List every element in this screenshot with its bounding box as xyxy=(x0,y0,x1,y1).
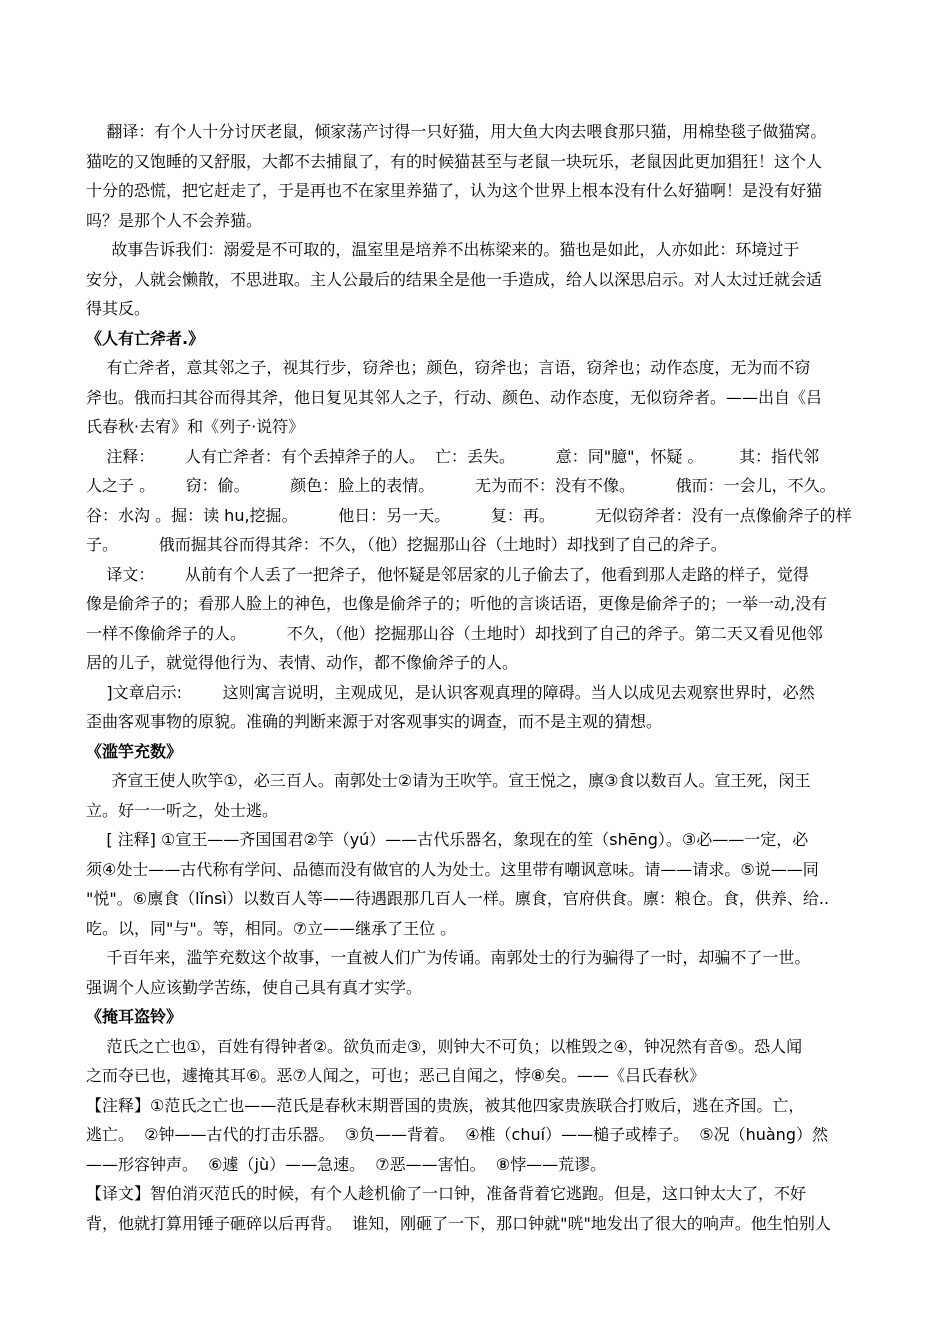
text-line: [ 注释] ①宣王——齐国国君②竽（yú）——古代乐器名，象现在的笙（shēng）。③必——一定，必 xyxy=(86,830,809,849)
text-line: 齐宣王使人吹竽①，必三百人。南郭处士②请为王吹竽。宣王悦之，廪③食以数百人。宣王死，闵王 xyxy=(86,771,811,790)
text-line: 猫吃的又饱睡的又舒服，大都不去捕鼠了，有的时候猫甚至与老鼠一块玩乐，老鼠因此更加猖狂！这个人 xyxy=(86,151,823,171)
text-line: 须④处士——古代称有学问、品德而没有做官的人为处士。这里带有嘲讽意味。请——请求。⑤说——同 xyxy=(86,859,819,879)
section-heading: 《掩耳盗铃》 xyxy=(86,1007,183,1026)
text-line: 斧也。俄而扫其谷而得其斧，他日复见其邻人之子，行动、颜色、动作态度，无似窃斧者。——出自《吕 xyxy=(86,387,823,407)
text-line: 人之子 。 窃：偷。 颜色：脸上的表情。 无为而不：没有不像。 俄而：一会儿，不久。 xyxy=(86,476,836,495)
text-line: 有亡斧者，意其邻之子，视其行步，窃斧也；颜色，窃斧也；言语，窃斧也；动作态度，无为而不窃 xyxy=(86,358,811,377)
text-line: 【译文】智伯消灭范氏的时候，有个人趁机偷了一口钟，准备背着它逃跑。但是，这口钟太大了，不好 xyxy=(86,1184,807,1203)
text-line: 千百年来，滥竽充数这个故事，一直被人们广为传诵。南郭处士的行为骗得了一时，却骗不了一世。 xyxy=(86,948,811,967)
text-line: 十分的恐慌，把它赶走了，于是再也不在家里养猫了，认为这个世界上根本没有什么好猫啊！是没有好猫 xyxy=(86,181,823,200)
text-line: 谷：水沟 。掘：读 hu,挖掘。 他日：另一天。 复：再。 无似窃斧者：没有一点像偷斧子的样 xyxy=(86,505,852,525)
text-line: ]文章启示: 这则寓言说明，主观成见，是认识客观真理的障碍。当人以成见去观察世界时，必然 xyxy=(86,682,815,702)
text-line: 一样不像偷斧子的人。 不久，（他）挖掘那山谷（土地时）却找到了自己的斧子。第二天又看见他邻 xyxy=(86,623,823,643)
text-line: "悦"。⑥廪食（lǐnsì）以数百人等——待遇跟那几百人一样。廪食，官府供食。廪：粮仓。食，供养、给.. xyxy=(86,889,830,908)
text-line: ——形容钟声。 ⑥遽（jù）——急速。 ⑦恶——害怕。 ⑧悖——荒谬。 xyxy=(86,1154,607,1174)
text-line: 【注释】①范氏之亡也——范氏是春秋末期晋国的贵族，被其他四家贵族联合打败后，逃在齐国。亡， xyxy=(86,1095,805,1115)
section-heading: 《滥竽充数》 xyxy=(86,741,183,761)
text-line: 得其反。 xyxy=(86,299,151,318)
text-line: 居的儿子，就觉得他行为、表情、动作，都不像偷斧子的人。 xyxy=(86,653,519,672)
text-line: 吗？是那个人不会养猫。 xyxy=(86,210,263,230)
text-line: 之而夺已也，遽掩其耳⑥。恶⑦人闻之，可也；恶己自闻之，悖⑧矣。——《吕氏春秋》 xyxy=(86,1066,706,1085)
text-line: 氏春秋·去宥》和《列子·说符》 xyxy=(86,417,305,436)
document-page xyxy=(86,117,870,1238)
text-line: 注释： 人有亡斧者：有个丢掉斧子的人。 亡：丢失。 意：同"臆"，怀疑 。 其：指代邻 xyxy=(86,446,820,466)
section-heading: 《人有亡斧者.》 xyxy=(86,328,205,348)
text-line: 子。 俄而掘其谷而得其斧：不久，（他）挖掘那山谷（土地时）却找到了自己的斧子。 xyxy=(86,535,727,554)
text-line: 强调个人应该勤学苦练，使自己具有真才实学。 xyxy=(86,977,423,997)
text-line: 像是偷斧子的；看那人脸上的神色，也像是偷斧子的；听他的言谈话语，更像是偷斧子的；一举一动,没有 xyxy=(86,594,828,613)
text-line: 逃亡。 ②钟——古代的打击乐器。 ③负——背着。 ④椎（chuí）——槌子或棒子。 ⑤况（huàng）然 xyxy=(86,1125,828,1144)
text-line: 背，他就打算用锤子砸碎以后再背。 谁知，刚砸了一下，那口钟就"咣"地发出了很大的响声。他生怕别人 xyxy=(86,1213,831,1233)
text-line: 译文： 从前有个人丢了一把斧子，他怀疑是邻居家的儿子偷去了，他看到那人走路的样子，觉得 xyxy=(86,564,809,584)
text-line: 安分，人就会懒散，不思进取。主人公最后的结果全是他一手造成，给人以深思启示。对人太过迁就会适 xyxy=(86,269,823,289)
text-line: 吃。以，同"与"。等，相同。⑦立——继承了王位 。 xyxy=(86,918,457,938)
text-line: 范氏之亡也①，百姓有得钟者②。欲负而走③，则钟大不可负；以椎毁之④，钟况然有音⑤。恐人闻 xyxy=(86,1036,803,1056)
text-line: 故事告诉我们：溺爱是不可取的，温室里是培养不出栋梁来的。猫也是如此，人亦如此：环境过于 xyxy=(86,240,800,259)
text-line: 翻译：有个人十分讨厌老鼠，倾家荡产讨得一只好猫，用大鱼大肉去喂食那只猫，用棉垫毯子做猫窝。 xyxy=(86,122,827,141)
text-line: 立。好一一听之，处士逃。 xyxy=(86,800,279,820)
text-line: 歪曲客观事物的原貌。准确的判断来源于对客观事实的调查，而不是主观的猜想。 xyxy=(86,712,663,731)
